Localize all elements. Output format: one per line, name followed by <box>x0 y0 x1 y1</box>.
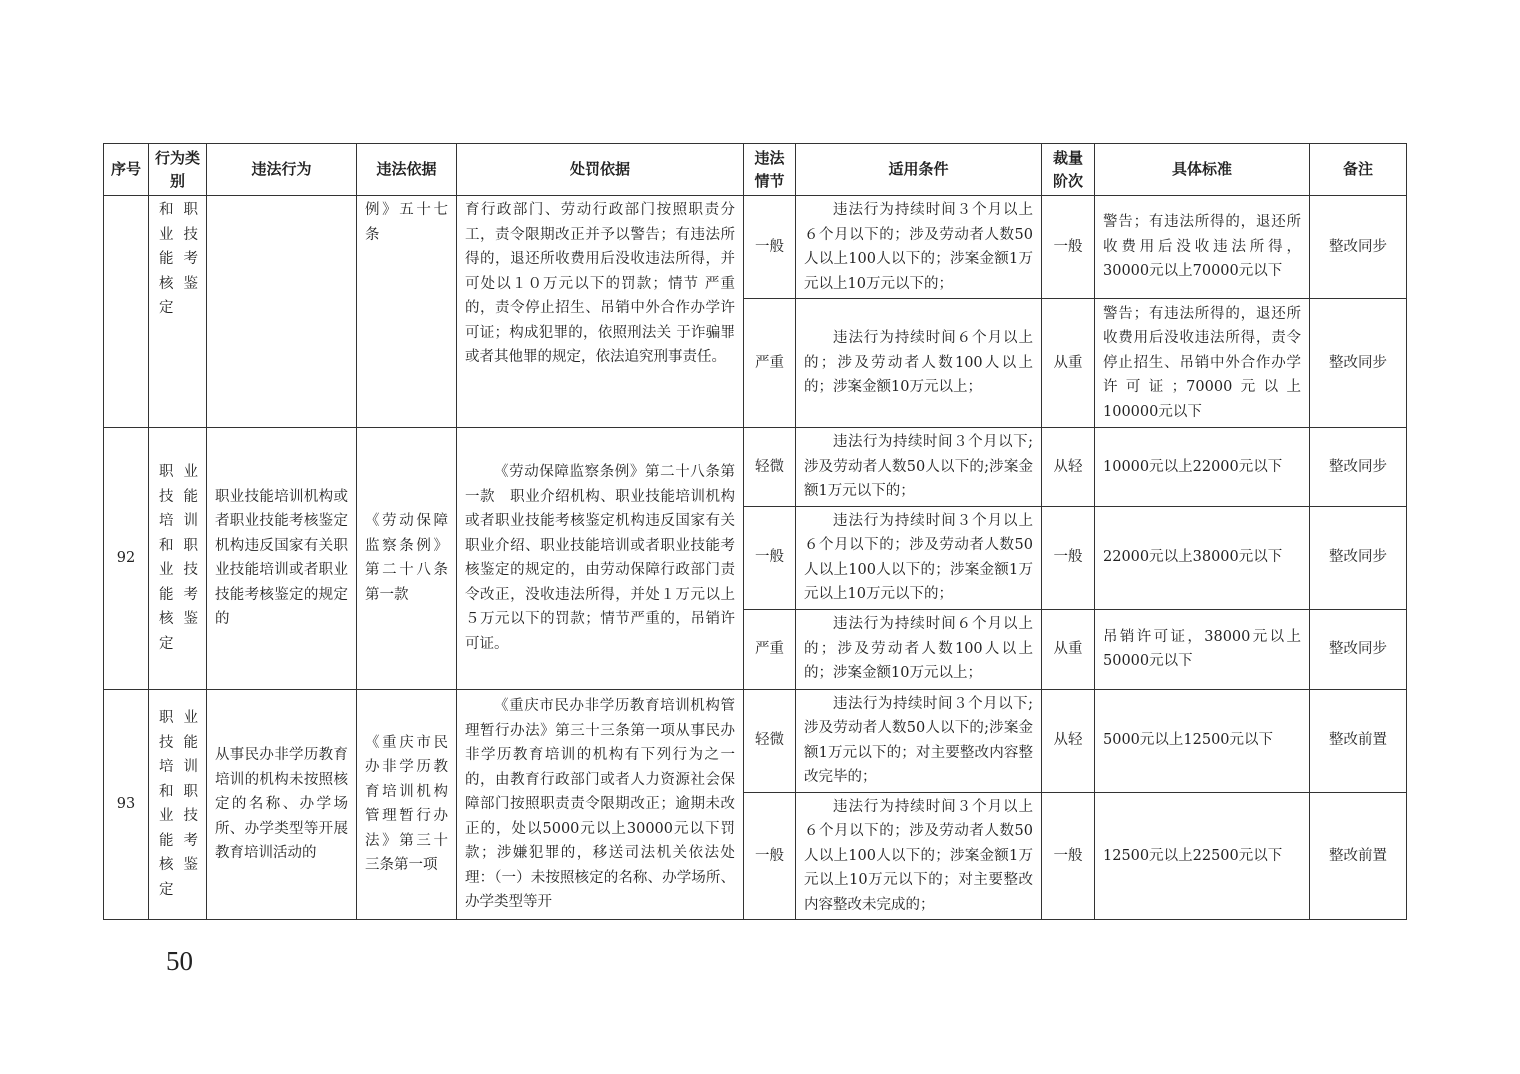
row-level: 一般 <box>1042 196 1095 299</box>
header-std: 具体标准 <box>1095 144 1310 196</box>
header-row <box>104 144 1407 196</box>
row-severity: 一般 <box>744 792 796 920</box>
row-standard: 5000元以上12500元以下 <box>1095 689 1310 792</box>
row-condition: 违法行为持续时间３个月以下;涉及劳动者人数50人以下的;涉案金额1万元以下的； <box>796 428 1042 507</box>
header-act: 违法行为 <box>207 144 357 196</box>
row-severity: 轻微 <box>744 689 796 792</box>
row-condition: 违法行为持续时间３个月以上６个月以下的；涉及劳动者人数50人以上100人以下的；涉案金额1万元以上10万元以下的；对主要整改内容整改未完成的； <box>796 792 1042 920</box>
row-severity: 一般 <box>744 196 796 299</box>
row-level: 从轻 <box>1042 428 1095 507</box>
row-act: 职业技能培训机构或者职业技能考核鉴定机构违反国家有关职业技能培训或者职业技能考核鉴定的规定的 <box>207 428 357 690</box>
table-row <box>104 689 1407 792</box>
regulation-table <box>103 143 1407 920</box>
row-penalty: 育行政部门、劳动行政部门按照职责分工，责令限期改正并予以警告；有违法所得的，退还所收费用后没收违法所得，并可处以１０万元以下的罚款；情节 严重的，责令停止招生、吊销中外合作办学许可证；构成犯罪的，依照刑法关 于诈骗罪或者其他罪的规定，依法追究刑事责任。 <box>457 196 744 428</box>
row-note: 整改前置 <box>1310 689 1407 792</box>
header-level: 裁量阶次 <box>1042 144 1095 196</box>
row-basis: 例》五十七条 <box>357 196 457 428</box>
row-condition: 违法行为持续时间３个月以下;涉及劳动者人数50人以下的;涉案金额1万元以下的；对主要整改内容整改完毕的； <box>796 689 1042 792</box>
row-note: 整改同步 <box>1310 196 1407 299</box>
row-penalty: 《劳动保障监察条例》第二十八条第一款 职业介绍机构、职业技能培训机构或者职业技能考核鉴定机构违反国家有关职业介绍、职业技能培训或者职业技能考核鉴定的规定的，由劳动保障行政部门责令改正，没收违法所得，并处１万元以上５万元以下的罚款；情节严重的，吊销许可证。 <box>457 428 744 690</box>
row-act <box>207 196 357 428</box>
row-condition: 违法行为持续时间６个月以上的；涉及劳动者人数100人以上的；涉案金额10万元以上； <box>796 299 1042 428</box>
row-severity: 轻微 <box>744 428 796 507</box>
header-basis: 违法依据 <box>357 144 457 196</box>
row-standard: 12500元以上22500元以下 <box>1095 792 1310 920</box>
row-note: 整改前置 <box>1310 792 1407 920</box>
row-basis: 《重庆市民办非学历教育培训机构管理暂行办法》第三十三条第一项 <box>357 689 457 920</box>
page-number: 50 <box>166 946 193 976</box>
row-standard: 22000元以上38000元以下 <box>1095 506 1310 609</box>
row-severity: 严重 <box>744 609 796 689</box>
row-seq: 93 <box>104 689 149 920</box>
row-basis: 《劳动保障监察条例》第二十八条第一款 <box>357 428 457 690</box>
row-note: 整改同步 <box>1310 506 1407 609</box>
row-note: 整改同步 <box>1310 299 1407 428</box>
row-note: 整改同步 <box>1310 609 1407 689</box>
row-level: 从轻 <box>1042 689 1095 792</box>
header-type: 行为类别 <box>149 144 207 196</box>
row-standard: 吊销许可证，38000元以上50000元以下 <box>1095 609 1310 689</box>
row-penalty: 《重庆市民办非学历教育培训机构管理暂行办法》第三十三条第一项从事民办非学历教育培训的机构有下列行为之一的，由教育行政部门或者人力资源社会保障部门按照职责责令限期改正；逾期未改正的，处以5000元以上30000元以下罚款；涉嫌犯罪的，移送司法机关依法处理：（一）未按照核定的名称、办学场所、办学类型等开 <box>457 689 744 920</box>
row-level: 一般 <box>1042 792 1095 920</box>
header-note: 备注 <box>1310 144 1407 196</box>
row-standard: 警告；有违法所得的，退还所收费用后没收违法所得，30000元以上70000元以下 <box>1095 196 1310 299</box>
row-level: 从重 <box>1042 299 1095 428</box>
row-condition: 违法行为持续时间３个月以上６个月以下的；涉及劳动者人数50人以上100人以下的；涉案金额1万元以上10万元以下的； <box>796 506 1042 609</box>
header-seq: 序号 <box>104 144 149 196</box>
row-seq: 92 <box>104 428 149 690</box>
row-standard: 警告；有违法所得的，退还所收费用后没收违法所得，责令停止招生、吊销中外合作办学许可证；70000元以上100000元以下 <box>1095 299 1310 428</box>
row-severity: 一般 <box>744 506 796 609</box>
header-cond: 适用条件 <box>796 144 1042 196</box>
row-act: 从事民办非学历教育培训的机构未按照核定的名称、办学场所、办学类型等开展教育培训活动的 <box>207 689 357 920</box>
row-level: 一般 <box>1042 506 1095 609</box>
table-row <box>104 196 1407 299</box>
row-severity: 严重 <box>744 299 796 428</box>
row-seq <box>104 196 149 428</box>
row-note: 整改同步 <box>1310 428 1407 507</box>
row-category: 和职业技能考核鉴定 <box>149 196 207 428</box>
row-condition: 违法行为持续时间６个月以上的；涉及劳动者人数100人以上的；涉案金额10万元以上； <box>796 609 1042 689</box>
row-level: 从重 <box>1042 609 1095 689</box>
row-standard: 10000元以上22000元以下 <box>1095 428 1310 507</box>
row-category: 职业技能培训和职业技能考核鉴定 <box>149 689 207 920</box>
row-condition: 违法行为持续时间３个月以上６个月以下的；涉及劳动者人数50人以上100人以下的；涉案金额1万元以上10万元以下的； <box>796 196 1042 299</box>
row-category: 职业技能培训和职业技能考核鉴定 <box>149 428 207 690</box>
header-penalty: 处罚依据 <box>457 144 744 196</box>
header-severity: 违法情节 <box>744 144 796 196</box>
table-row <box>104 428 1407 507</box>
